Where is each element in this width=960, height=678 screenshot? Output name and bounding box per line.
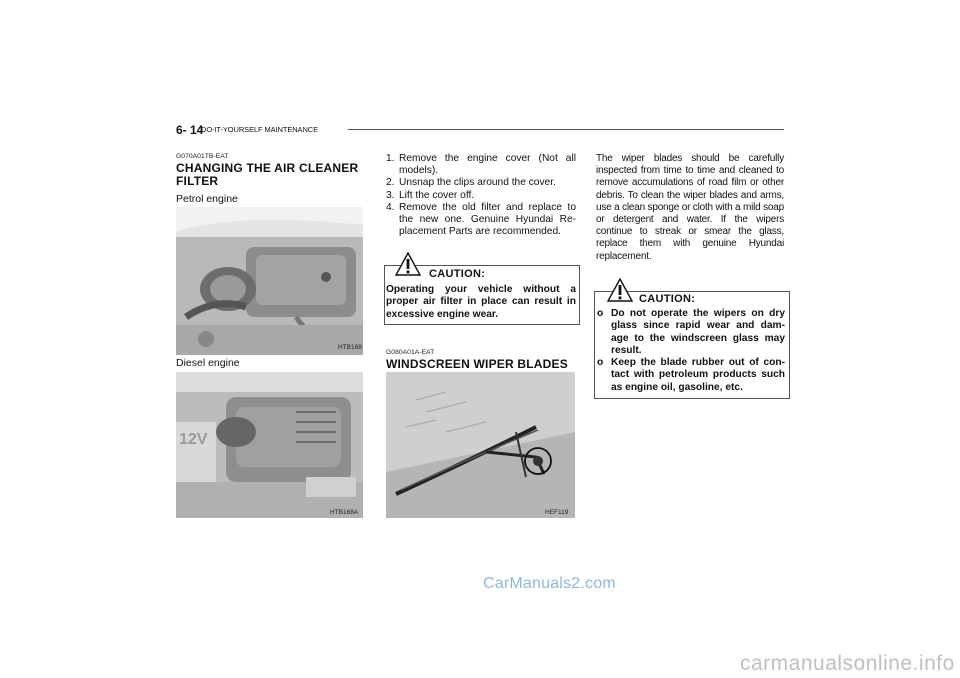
wiper-photo [386, 372, 575, 518]
page-number: 6- 14 [176, 123, 204, 137]
wiper-code: G080A01A-EAT [386, 349, 435, 356]
petrol-engine-label: Petrol engine [176, 193, 238, 205]
step-item [386, 190, 576, 202]
diesel-engine-photo [176, 372, 363, 518]
step-text: Lift the cover off. [399, 189, 475, 201]
diesel-photo-id: HTB168A [330, 509, 359, 516]
step-number: 4. [386, 201, 395, 213]
petrol-engine-photo [176, 207, 363, 355]
step-item [386, 153, 576, 177]
caution-title: CAUTION: [639, 293, 696, 305]
caution-item-text: Do not operate the wipers on dry glass since rapid wear and dam-age to the windscreen glass may result. [611, 308, 785, 356]
air-filter-code: G070A01TB-EAT [176, 153, 229, 160]
caution-item [597, 308, 785, 357]
warning-icon [395, 252, 421, 276]
caution-box-air-filter [384, 265, 580, 325]
header-rule [348, 129, 784, 130]
step-item [386, 177, 576, 189]
caution-text: Operating your vehicle without a proper air filter in place can result in excessive engine wear. [386, 284, 576, 320]
step-number: 3. [386, 189, 395, 201]
wiper-paragraph: The wiper blades should be carefully inspected from time to time and cleaned to remove accumulations of road film or other debris. To clean the wiper blades and arms, use a clean sponge or cloth with a mild soap or detergent and water. If the wipers continue to streak or smear the glass, replace them with genuine Hyundai replacement. [596, 153, 784, 262]
bullet-marker: o [597, 357, 604, 369]
caution-list [597, 308, 785, 394]
wiper-title: WINDSCREEN WIPER BLADES [386, 357, 568, 371]
caution-item-text: Keep the blade rubber out of con-tact with petroleum products such as engine oil, gasoline, etc. [611, 357, 785, 393]
wiper-photo-id: HEF119 [545, 509, 569, 516]
step-item [386, 202, 576, 239]
warning-icon [607, 278, 633, 302]
steps-list [386, 153, 576, 238]
step-text: Remove the engine cover (Not all models). [399, 153, 576, 177]
air-filter-title: CHANGING THE AIR CLEANER FILTER [176, 161, 359, 188]
svg-text:12V: 12V [179, 431, 208, 448]
caution-item [597, 357, 785, 394]
caution-title: CAUTION: [429, 268, 486, 280]
bullet-marker: o [597, 308, 604, 319]
watermark-bottom: carmanualsonline.info [740, 652, 955, 675]
petrol-photo-id: HTB168 [338, 344, 362, 351]
watermark-top: CarManuals2.com [483, 575, 616, 592]
section-title: DO-IT-YOURSELF MAINTENANCE [201, 125, 318, 134]
caution-box-wiper [594, 291, 790, 399]
diesel-engine-label: Diesel engine [176, 357, 240, 369]
step-text: Unsnap the clips around the cover. [399, 177, 556, 189]
step-number: 1. [386, 153, 395, 164]
step-number: 2. [386, 177, 395, 189]
step-text: Remove the old filter and replace to the new one. Genuine Hyundai Re-placement Parts are recommended. [399, 201, 576, 238]
